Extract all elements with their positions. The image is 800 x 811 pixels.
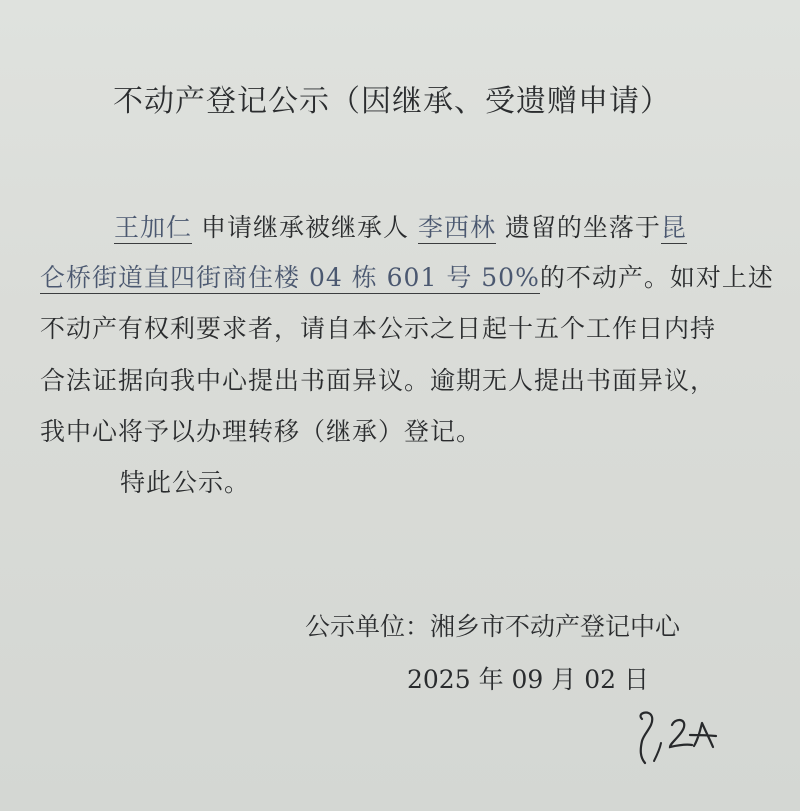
handwritten-note	[630, 705, 720, 775]
property-text: 的不动产。如对上述	[539, 263, 774, 292]
property-location: 仑桥街道直四街商住楼 04 栋 601 号 50%	[40, 263, 540, 292]
notice-title: 不动产登记公示（因继承、受遗赠申请）	[113, 84, 671, 119]
closing-text: 特此公示。	[120, 468, 251, 497]
decedent-name: 李西林	[417, 213, 496, 242]
paragraph-line-5: 我中心将予以办理转移（继承）登记。	[40, 417, 483, 446]
inheritance-text: 申请继承被继承人	[200, 213, 409, 242]
issue-date: 2025 年 09 月 02 日	[407, 665, 649, 694]
paragraph-line-2	[40, 258, 774, 294]
paragraph-line-1	[114, 208, 687, 244]
paragraph-line-3: 不动产有权利要求者，请自本公示之日起十五个工作日内持	[40, 314, 717, 343]
paragraph-line-4: 合法证据向我中心提出书面异议。逾期无人提出书面异议，	[40, 366, 717, 395]
property-location-start: 昆	[660, 213, 687, 242]
applicant-name: 王加仁	[114, 213, 193, 242]
located-text: 遗留的坐落于	[504, 213, 661, 242]
issuing-unit: 公示单位：湘乡市不动产登记中心	[305, 612, 681, 641]
